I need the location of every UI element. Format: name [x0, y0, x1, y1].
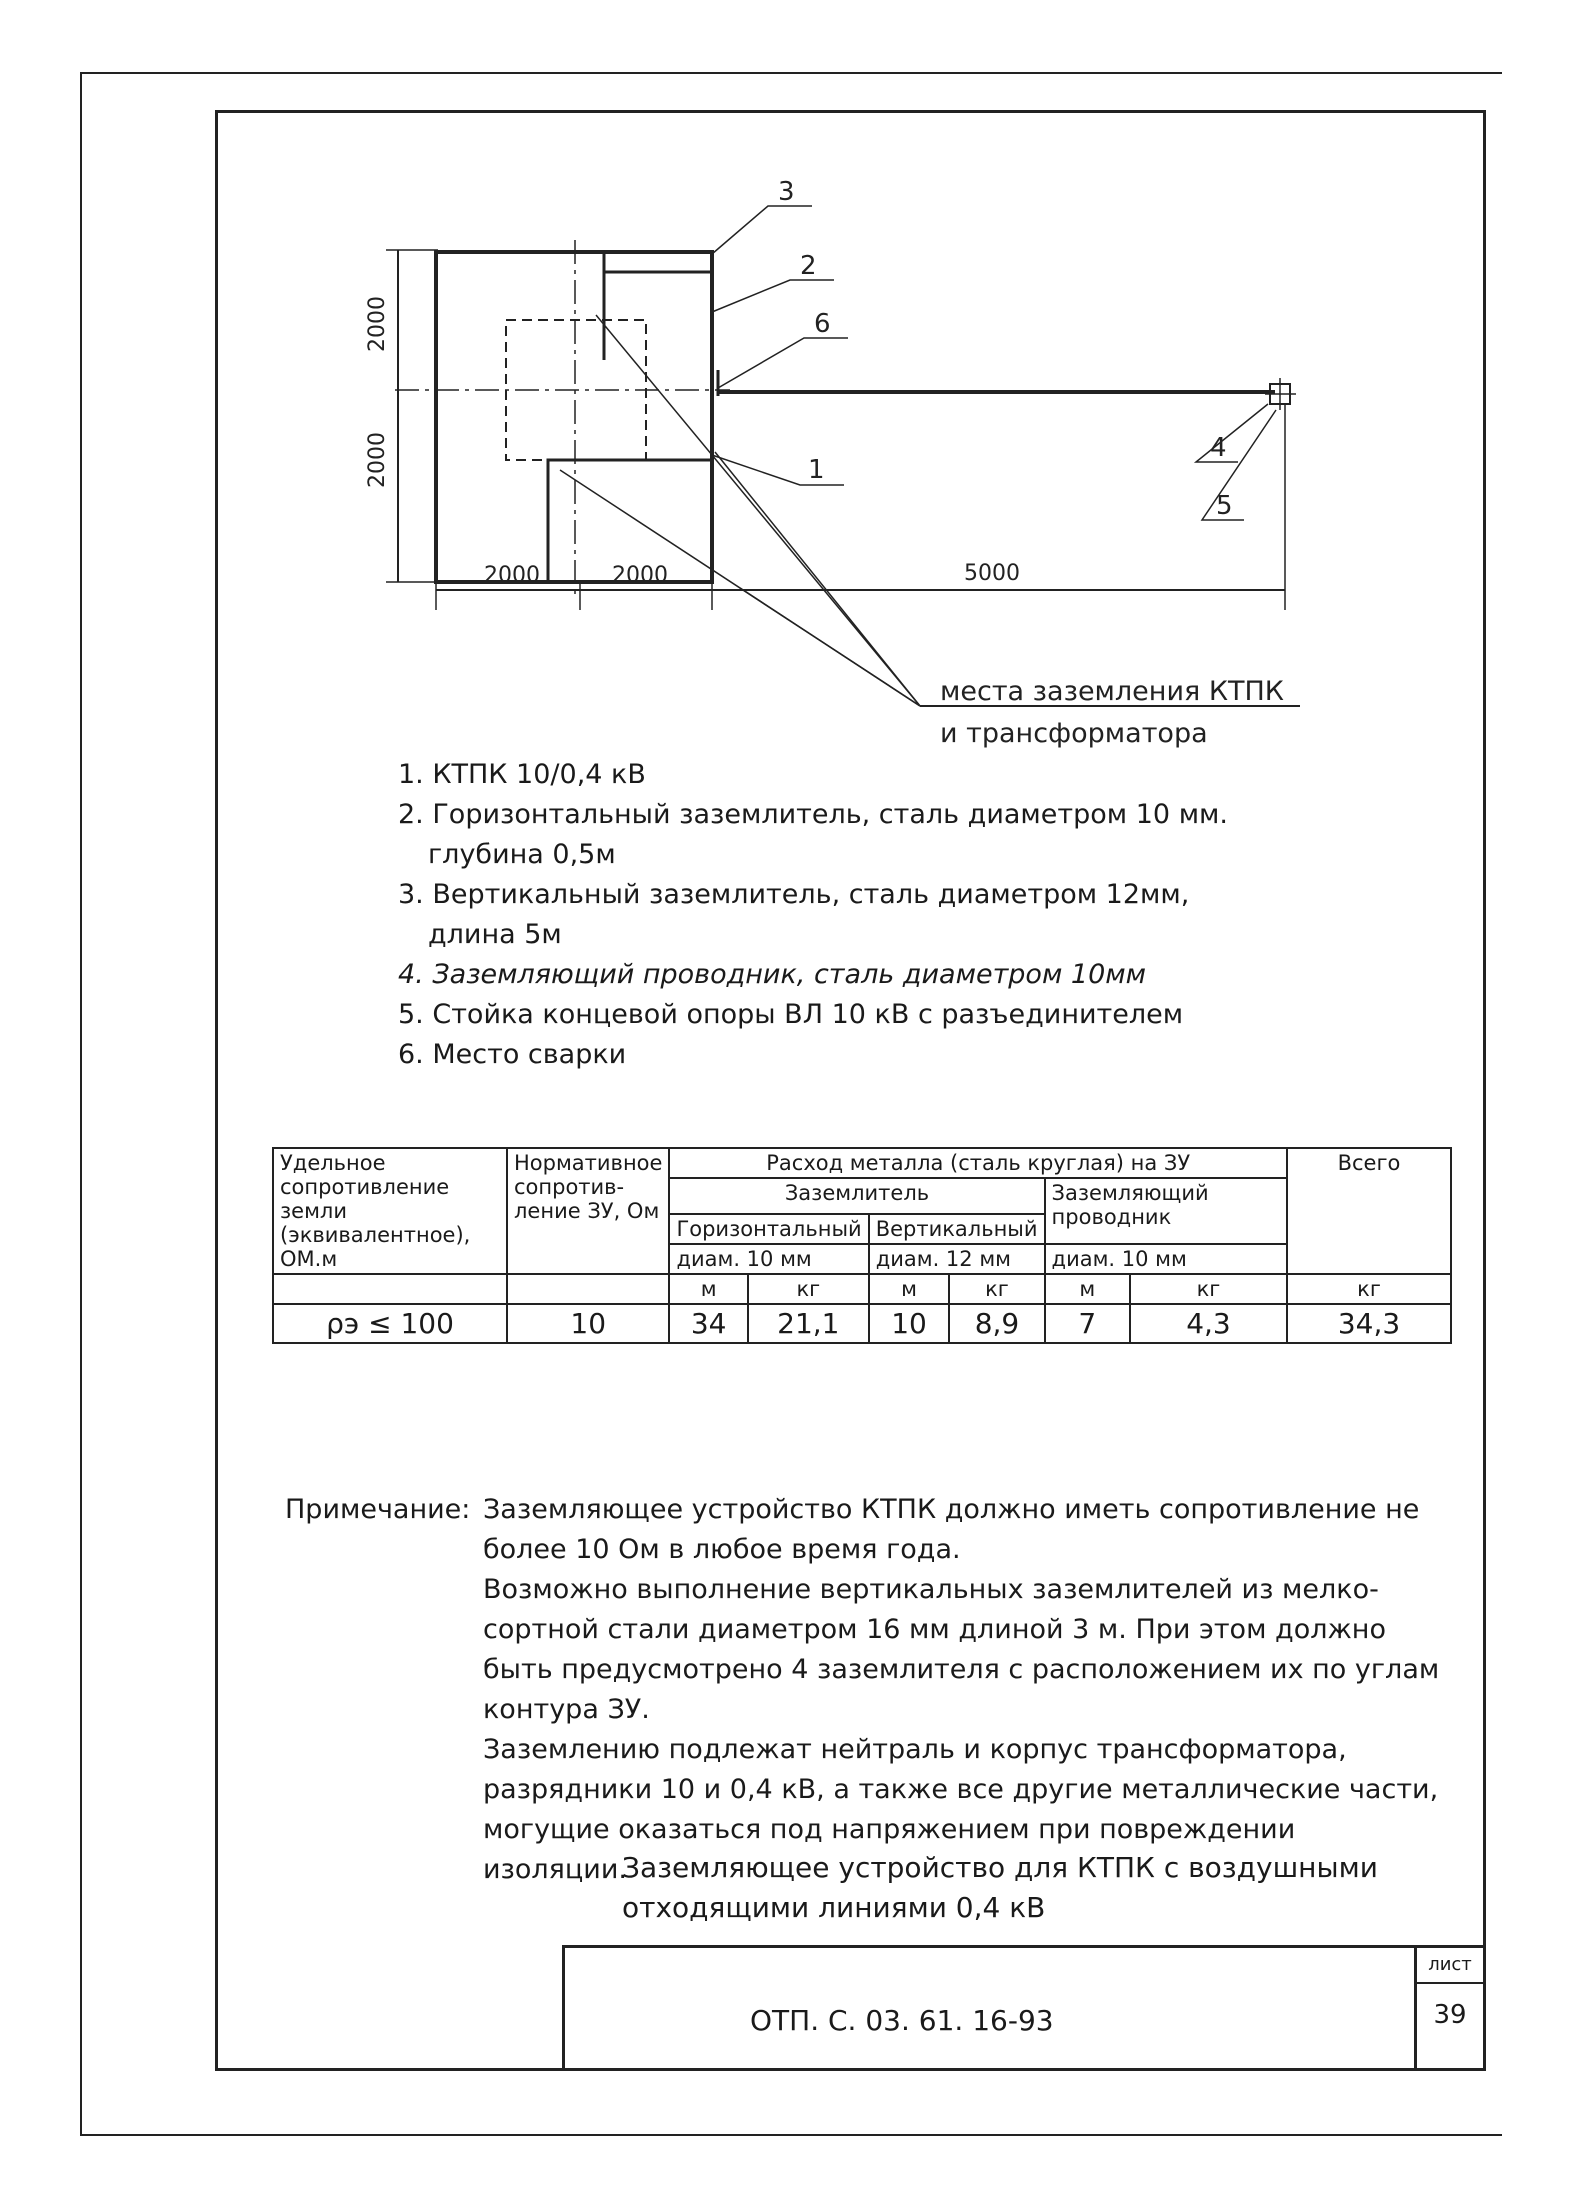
legend-item-2 [398, 795, 1298, 875]
caption-line-2: отходящими линиями 0,4 кВ [622, 1891, 1046, 1924]
units-blank-1 [273, 1274, 507, 1304]
legend-list [398, 755, 1298, 1075]
cell-c-kg: 4,3 [1130, 1304, 1287, 1343]
cell-total-kg: 34,3 [1287, 1304, 1451, 1343]
header-horizontal: Горизонтальный [669, 1214, 868, 1244]
cell-h-kg: 21,1 [748, 1304, 869, 1343]
note-label: Примечание: [285, 1494, 471, 1525]
leader-place-3 [596, 315, 920, 706]
drawing-caption [622, 1848, 1442, 1928]
dim-w2: 2000 [612, 563, 668, 588]
metal-consumption-table [272, 1147, 1452, 1344]
legend-item-5 [398, 995, 1298, 1035]
legend-item-2-line2: глубина 0,5м [428, 839, 616, 870]
cell-resistivity: ρэ ≤ 100 [273, 1304, 507, 1343]
note-paragraph-1: Заземляющее устройство КТПК должно иметь сопротивление не более 10 Ом в любое время года. [483, 1494, 1420, 1565]
callout-4: 4 [1210, 433, 1227, 463]
note-paragraph-2: Возможно выполнение вертикальных заземлителей из мелко-сортной стали диаметром 16 мм длиной 3 м. При этом должно быть предусмотрено 4 заземлителя с расположением их по углам контура ЗУ. [483, 1574, 1440, 1725]
note-body [483, 1490, 1443, 1890]
sheet-box [1414, 1948, 1483, 2068]
callout-2: 2 [800, 251, 817, 281]
callout-6: 6 [814, 309, 831, 339]
sheet-number: 39 [1433, 2000, 1467, 2030]
legend-item-6 [398, 1035, 1298, 1075]
unit-h-kg: кг [748, 1274, 869, 1304]
header-vertical: Вертикальный [869, 1214, 1045, 1244]
legend-item-1 [398, 755, 1298, 795]
header-resistivity: Удельное сопротивление земли (эквивалентное), ОМ.м [273, 1148, 507, 1274]
callout-5: 5 [1216, 491, 1233, 521]
leader-callout-3 [712, 206, 812, 254]
legend-item-6-line1: 6. Место сварки [398, 1039, 627, 1070]
title-block [562, 1945, 1483, 2068]
dim-h1: 2000 [365, 296, 390, 352]
header-diam-c: диам. 10 мм [1045, 1244, 1287, 1274]
cell-c-m: 7 [1045, 1304, 1130, 1343]
note-paragraph-3: Заземлению подлежат нейтраль и корпус трансформатора, разрядники 10 и 0,4 кВ, а также все другие металлические части, могущие оказаться под напряжением при повреждении изоляции. [483, 1734, 1439, 1885]
unit-v-m: м [869, 1274, 950, 1304]
header-consumption: Расход металла (сталь круглая) на ЗУ [669, 1148, 1287, 1178]
unit-v-kg: кг [949, 1274, 1044, 1304]
ktpk-outline [436, 252, 712, 582]
dim-w1: 2000 [484, 563, 540, 588]
unit-h-m: м [669, 1274, 748, 1304]
contour-line-top [604, 252, 712, 272]
sheet-label: лист [1417, 1948, 1483, 1984]
header-total: Всего [1287, 1148, 1451, 1274]
legend-item-4-line1: 4. Заземляющий проводник, сталь диаметром 10мм [398, 959, 1146, 990]
callout-1: 1 [808, 455, 825, 485]
leader-place-4 [560, 470, 920, 706]
leader-callout-4 [1196, 404, 1268, 462]
legend-item-3-line1: 3. Вертикальный заземлитель, сталь диаметром 12мм, [398, 879, 1190, 910]
cell-v-m: 10 [869, 1304, 950, 1343]
legend-item-2-line1: 2. Горизонтальный заземлитель, сталь диаметром 10 мм. [398, 799, 1229, 830]
legend-item-5-line1: 5. Стойка концевой опоры ВЛ 10 кВ с разъединителем [398, 999, 1184, 1030]
legend-item-3-line2: длина 5м [428, 919, 562, 950]
units-blank-2 [507, 1274, 669, 1304]
header-normative: Нормативное сопротив- ление ЗУ, Ом [507, 1148, 669, 1274]
unit-c-m: м [1045, 1274, 1130, 1304]
unit-total-kg: кг [1287, 1274, 1451, 1304]
header-electrode: Заземлитель [669, 1178, 1044, 1214]
leader-callout-6 [718, 338, 848, 388]
legend-item-3 [398, 875, 1298, 955]
header-conductor: Заземляющий проводник [1045, 1178, 1287, 1244]
unit-c-kg: кг [1130, 1274, 1287, 1304]
header-diam-v: диам. 12 мм [869, 1244, 1045, 1274]
document-code: ОТП. С. 03. 61. 16-93 [750, 2004, 1054, 2037]
places-label-line1: места заземления КТПК [940, 676, 1284, 707]
cell-normative: 10 [507, 1304, 669, 1343]
header-diam-h: диам. 10 мм [669, 1244, 868, 1274]
dim-w3: 5000 [964, 561, 1020, 586]
cell-h-m: 34 [669, 1304, 748, 1343]
callout-3: 3 [778, 177, 795, 207]
cell-v-kg: 8,9 [949, 1304, 1044, 1343]
legend-item-4 [398, 955, 1298, 995]
places-label-line2: и трансформатора [940, 718, 1208, 749]
dim-h2: 2000 [365, 432, 390, 488]
legend-item-1-line1: 1. КТПК 10/0,4 кВ [398, 759, 646, 790]
leader-callout-2 [712, 280, 834, 312]
caption-line-1: Заземляющее устройство для КТПК с воздушными [622, 1851, 1378, 1884]
